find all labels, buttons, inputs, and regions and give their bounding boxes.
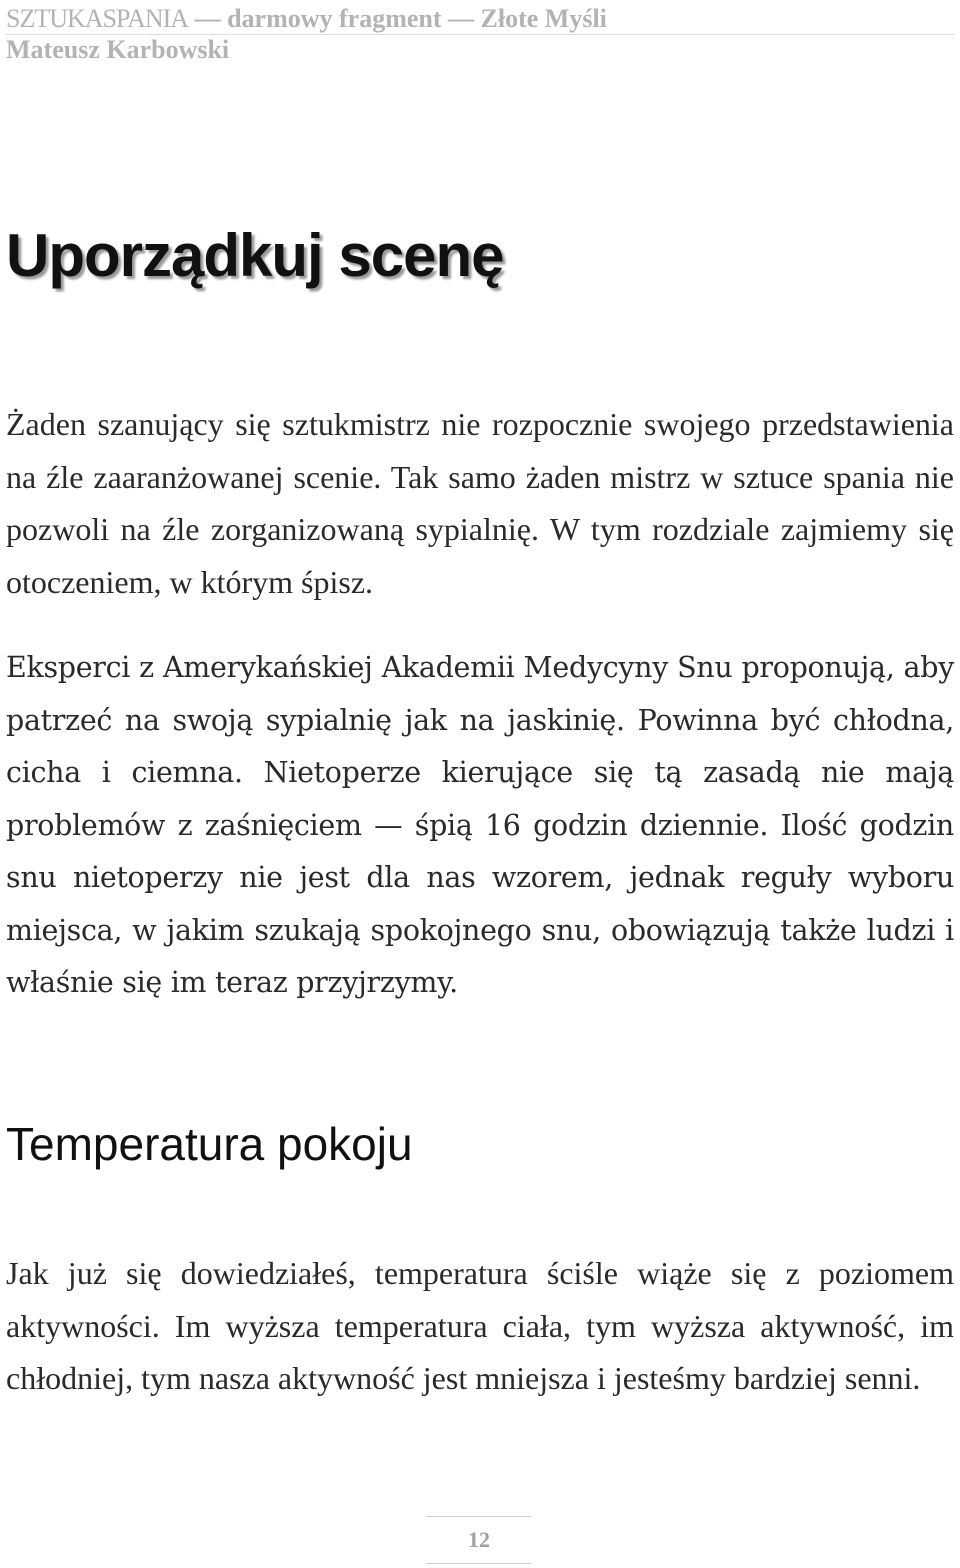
- page-number: 12: [468, 1527, 490, 1552]
- section-title: Temperatura pokoju: [6, 1118, 413, 1170]
- running-header: [6, 4, 954, 65]
- running-header-title-line: [6, 4, 954, 35]
- body-paragraph: Eksperci z Amerykańskiej Akademii Medycyny Snu proponują, aby patrzeć na swoją sypialnię jak na jaskinię. Powinna być chłodna, cicha i ciemna. Nietoperze kierujące się tą zasadą nie mają problemów z zaśnięciem — śpią 16 godzin dziennie. Ilość godzin snu nietoperzy nie jest dla nas wzorem, jednak reguły wyboru miejsca, w jakim szukają spokojnego snu, obowiązują także ludzi i właśnie się im teraz przyjrzymy.: [6, 651, 954, 999]
- body-paragraph: Jak już się dowiedziałeś, temperatura ściśle wiąże się z poziomem aktywności. Im wyższa temperatura ciała, tym wyższa aktywność, im chłodniej, tym nasza aktywność jest mniejsza i jesteśmy bardziej senni.: [6, 1255, 954, 1396]
- chapter-title: Uporządkuj scenę: [6, 222, 504, 289]
- edition-label: darmowy fragment: [227, 4, 442, 33]
- book-brand: SZTUKASPANIA: [6, 4, 189, 33]
- author-name: Mateusz Karbowski: [6, 35, 230, 64]
- page-footer: [426, 1516, 532, 1564]
- publisher-name: Złote Myśli: [480, 4, 607, 33]
- header-separator: —: [194, 4, 221, 33]
- body-paragraph: Żaden szanujący się sztukmistrz nie rozpocznie swojego przedstawienia na źle zaaranżowanej scenie. Tak samo żaden mistrz w sztuce spania nie pozwoli na źle zorganizowaną sypialnię. W tym rozdziale zajmiemy się otoczeniem, w którym śpisz.: [6, 406, 954, 600]
- header-separator: —: [448, 4, 475, 33]
